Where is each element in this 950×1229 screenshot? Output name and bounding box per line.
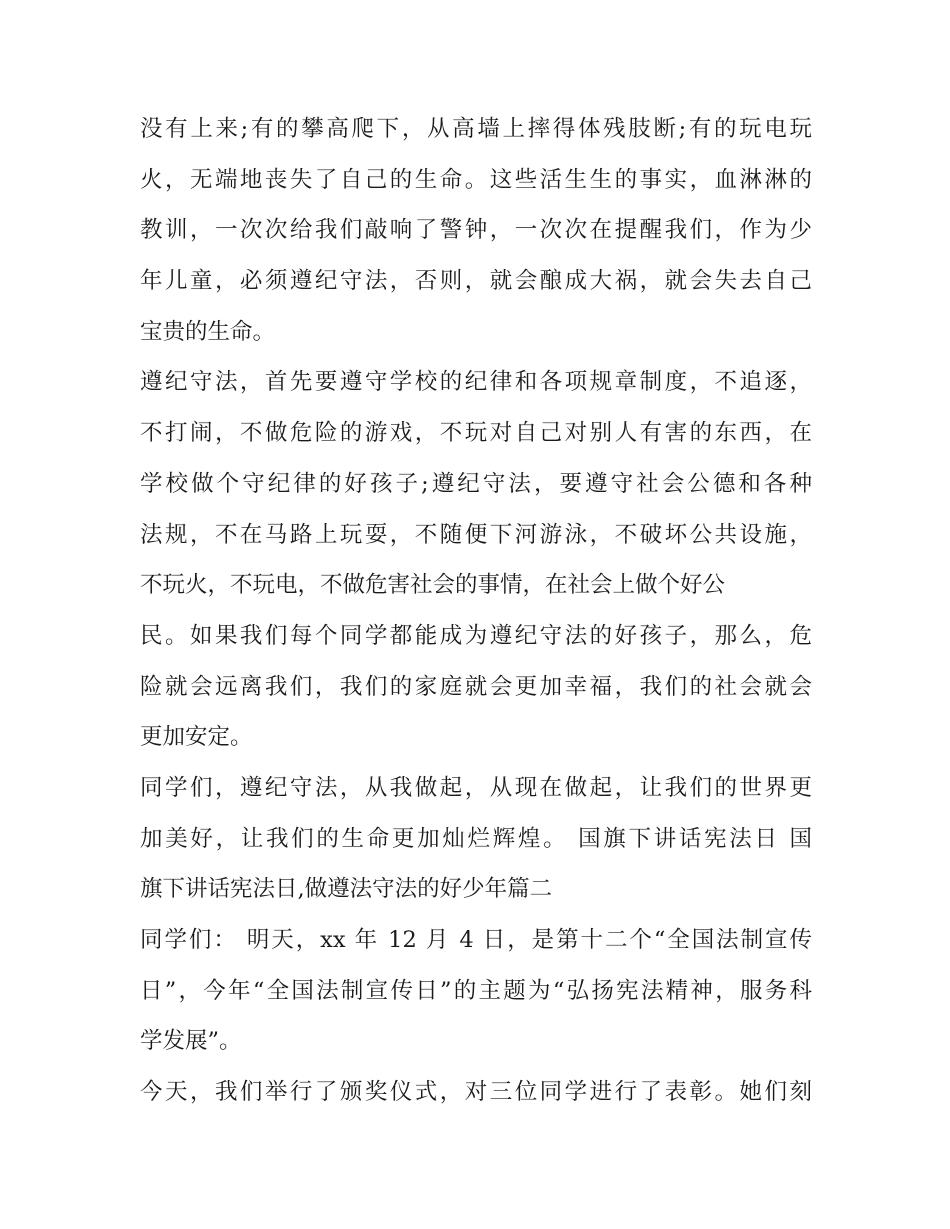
text-line: 不玩火，不玩电，不做危害社会的事情，在社会上做个好公	[140, 572, 726, 599]
text-line: 学校做个守纪律的好孩子;遵纪守法，要遵守社会公德和各种	[140, 470, 812, 497]
text-line: 法规，不在马路上玩耍，不随便下河游泳，不破坏公共设施，	[140, 521, 812, 548]
document-body	[140, 104, 812, 1118]
text-line: 宝贵的生命。	[140, 318, 276, 345]
text-line: 教训，一次次给我们敲响了警钟，一次次在提醒我们，作为少	[140, 217, 812, 244]
text-line: 同学们，遵纪守法，从我做起，从现在做起，让我们的世界更	[140, 774, 812, 801]
text-line: 火，无端地丧失了自己的生命。这些活生生的事实，血淋淋的	[140, 166, 812, 193]
text-line: 没有上来;有的攀高爬下，从高墙上摔得体残肢断;有的玩电玩	[140, 116, 812, 142]
text-line: 险就会远离我们，我们的家庭就会更加幸福，我们的社会就会	[140, 673, 812, 700]
text-line: 更加安定。	[140, 724, 253, 751]
text-line: 遵纪守法，首先要遵守学校的纪律和各项规章制度，不追逐，	[140, 369, 812, 396]
text-line: 今天，我们举行了颁奖仪式，对三位同学进行了表彰。她们刻	[140, 1079, 812, 1106]
text-line: 不打闹，不做危险的游戏，不玩对自己对别人有害的东西，在	[140, 420, 812, 447]
text-line: 民。如果我们每个同学都能成为遵纪守法的好孩子，那么，危	[140, 622, 812, 649]
text-line: 学发展”。	[140, 1028, 242, 1055]
text-line: 日”，今年“全国法制宣传日”的主题为“弘扬宪法精神，服务科	[140, 977, 812, 1004]
text-line: 年儿童，必须遵纪守法，否则，就会酿成大祸，就会失去自己	[140, 268, 812, 295]
text-line: 同学们： 明天，xx 年 12 月 4 日，是第十二个“全国法制宣传	[140, 927, 812, 953]
text-line: 加美好，让我们的生命更加灿烂辉煌。 国旗下讲话宪法日 国	[140, 825, 812, 852]
text-line: 旗下讲话宪法日,做遵法守法的好少年篇二	[140, 876, 553, 903]
